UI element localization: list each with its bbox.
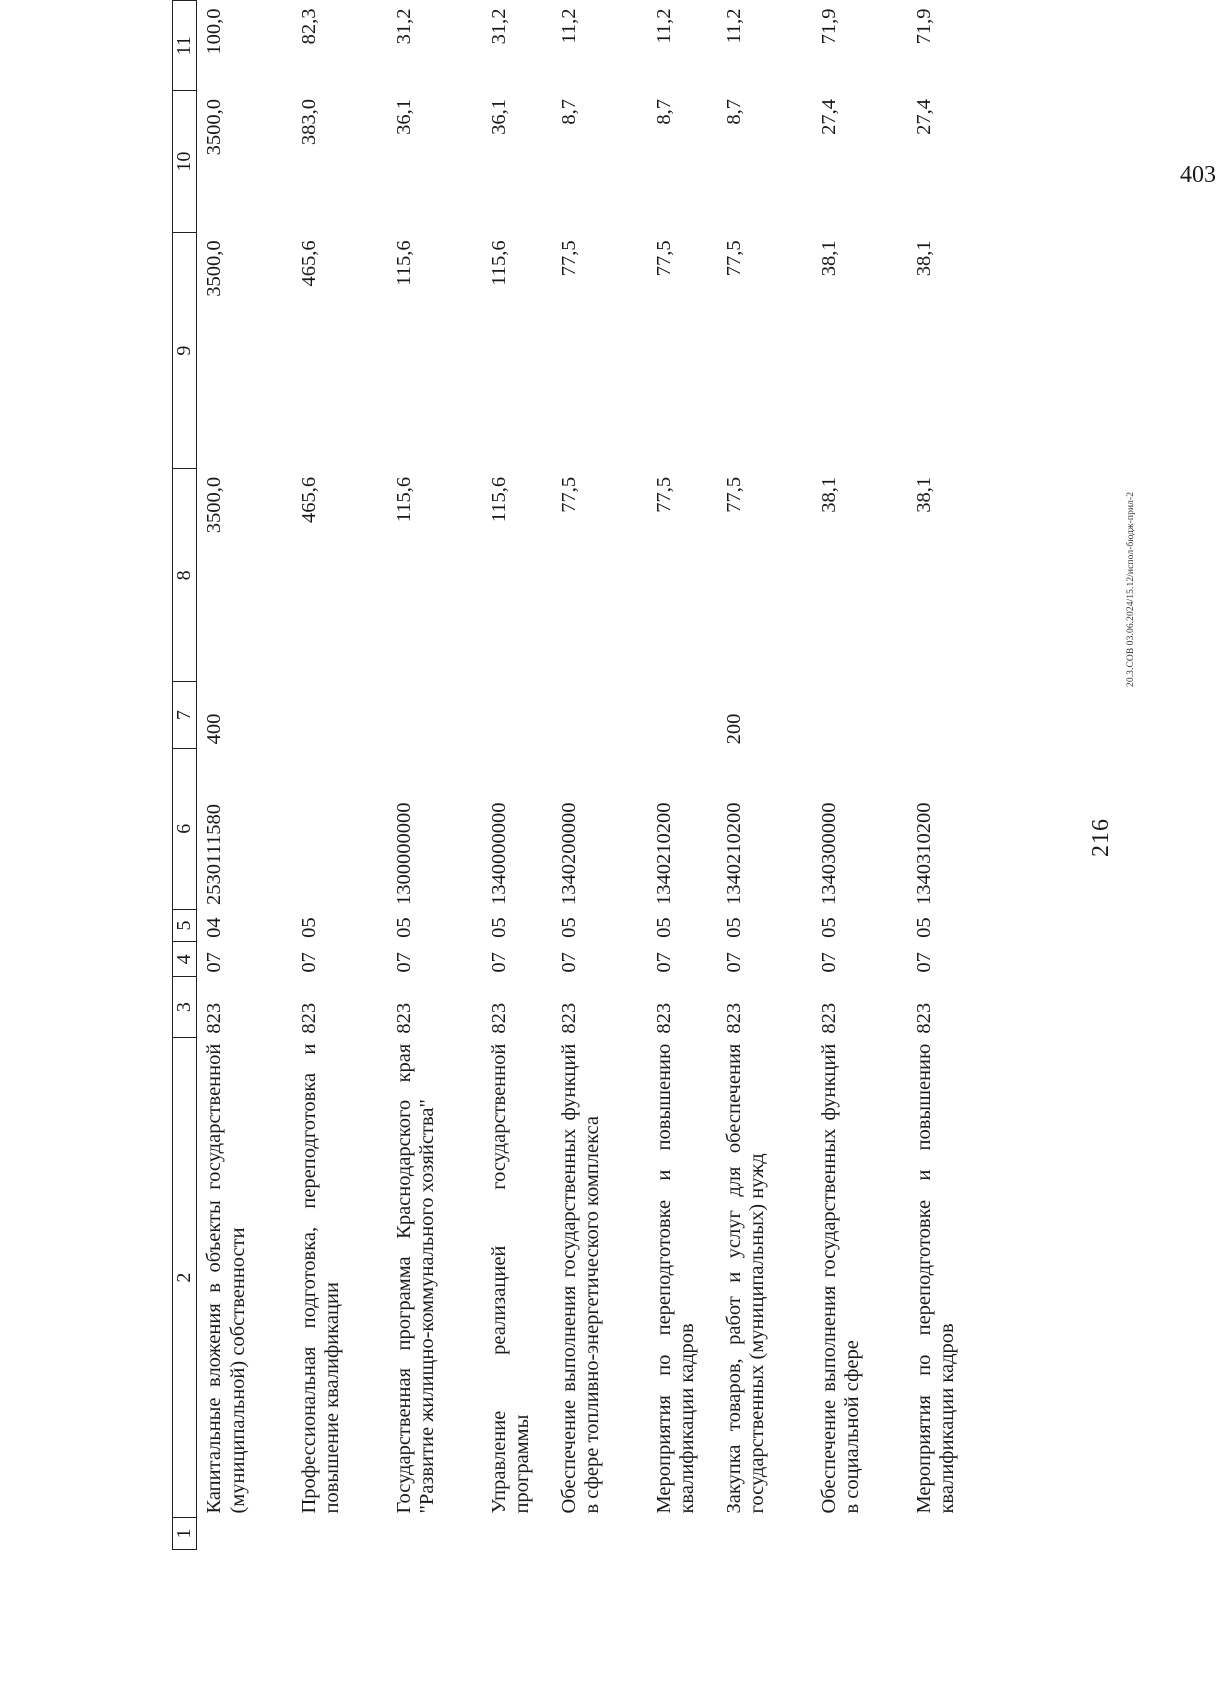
cell-target: 1340210200 (722, 802, 745, 906)
cell-section: 07 (817, 952, 840, 973)
cell-ministry: 823 (722, 1002, 745, 1034)
cell-percent: 82,3 (297, 8, 320, 45)
cell-percent: 71,9 (912, 8, 935, 45)
cell-section: 07 (297, 952, 320, 973)
header-row (173, 1, 197, 1550)
cell-number (812, 1518, 907, 1550)
cell-target: 1340000000 (487, 802, 510, 906)
cell-value: 8,7 (557, 98, 580, 125)
cell-section: 07 (722, 952, 745, 973)
cell-target: 1340310200 (912, 802, 935, 906)
cell-ministry: 823 (557, 1002, 580, 1034)
cell-percent: 31,2 (392, 8, 415, 45)
col-header: 2 (173, 1038, 197, 1518)
cell-target: 1340300000 (817, 802, 840, 906)
cell-number (907, 1518, 977, 1550)
cell-ministry: 823 (652, 1002, 675, 1034)
table-row (552, 1, 647, 1550)
col-header: 1 (173, 1518, 197, 1550)
cell-value: 115,6 (487, 240, 510, 286)
table-row (292, 1, 387, 1550)
cell-value: 3500,0 (203, 476, 225, 534)
cell-expense-type (292, 682, 387, 749)
cell-value: 77,5 (652, 476, 675, 513)
cell-name: Обеспечение выполнения государственных функций в сфере топливно-энергетического комплекса (557, 1043, 604, 1514)
cell-value: 77,5 (722, 240, 745, 277)
cell-subsection: 05 (557, 917, 580, 938)
cell-expense-type: 200 (722, 713, 745, 745)
cell-value: 77,5 (652, 240, 675, 277)
cell-value: 38,1 (912, 240, 935, 277)
cell-name: Государственная программа Краснодарского края "Развитие жилищно-коммунального хозяйства" (392, 1043, 439, 1514)
cell-value: 3500,0 (203, 240, 225, 297)
cell-value: 8,7 (722, 98, 745, 125)
col-header: 9 (173, 232, 197, 469)
cell-expense-type (907, 682, 977, 749)
table-row (907, 1, 977, 1550)
cell-ministry: 823 (817, 1002, 840, 1034)
cell-value: 115,6 (487, 476, 510, 523)
table-row (717, 1, 812, 1550)
col-header: 11 (173, 1, 197, 91)
cell-section: 07 (203, 952, 225, 973)
cell-expense-type (812, 682, 907, 749)
cell-percent: 100,0 (203, 8, 225, 55)
cell-target (292, 748, 387, 909)
sheet-number: 403 (1180, 162, 1216, 188)
cell-value: 8,7 (652, 98, 675, 125)
cell-number (552, 1518, 647, 1550)
cell-name: Управление реализацией государственной программы (487, 1043, 534, 1514)
cell-name: Профессиональная подготовка, переподготовка и повышение квалификации (297, 1043, 344, 1514)
cell-name: Капитальные вложения в объекты государственной (муниципальной) собственности (203, 1043, 249, 1514)
col-header: 10 (173, 91, 197, 232)
col-header: 8 (173, 469, 197, 682)
cell-target: 1300000000 (392, 802, 415, 906)
cell-section: 07 (392, 952, 415, 973)
cell-percent: 71,9 (817, 8, 840, 45)
cell-subsection: 05 (487, 917, 510, 938)
cell-number (482, 1518, 552, 1550)
cell-expense-type (647, 682, 717, 749)
cell-value: 38,1 (817, 476, 840, 513)
cell-subsection: 05 (652, 917, 675, 938)
cell-target: 1340210200 (652, 802, 675, 906)
cell-subsection: 05 (912, 917, 935, 938)
budget-table (172, 0, 977, 1550)
cell-subsection: 04 (203, 917, 225, 938)
cell-subsection: 05 (297, 917, 320, 938)
cell-ministry: 823 (203, 1002, 225, 1034)
cell-value: 465,6 (297, 476, 320, 524)
cell-percent: 11,2 (557, 8, 580, 44)
cell-percent: 31,2 (487, 8, 510, 45)
cell-value: 77,5 (557, 476, 580, 513)
cell-value: 38,1 (817, 240, 840, 277)
page-number: 216 (1088, 818, 1114, 857)
cell-number (292, 1518, 387, 1550)
footer-code: 20.3.СОВ 03.06.2024/15.12/испол-бюдж-прил-2 (1126, 491, 1136, 687)
table-row (482, 1, 552, 1550)
col-header: 7 (173, 682, 197, 749)
cell-value: 115,6 (392, 476, 415, 523)
cell-ministry: 823 (297, 1002, 320, 1034)
table-row (387, 1, 482, 1550)
cell-number (197, 1518, 292, 1550)
cell-value: 465,6 (297, 240, 320, 287)
cell-ministry: 823 (487, 1002, 510, 1034)
cell-name: Обеспечение выполнения государственных функций в социальной сфере (817, 1043, 864, 1514)
cell-section: 07 (912, 952, 935, 973)
cell-value: 3500,0 (203, 98, 225, 156)
table-row (647, 1, 717, 1550)
table-row (812, 1, 907, 1550)
cell-expense-type: 400 (203, 713, 225, 745)
cell-number (647, 1518, 717, 1550)
cell-value: 38,1 (912, 476, 935, 513)
col-header: 3 (173, 977, 197, 1038)
cell-expense-type (387, 682, 482, 749)
cell-value: 36,1 (392, 98, 415, 135)
cell-number (387, 1518, 482, 1550)
cell-name: Закупка товаров, работ и услуг для обеспечения государственных (муниципальных) нужд (722, 1043, 769, 1514)
cell-value: 383,0 (297, 98, 320, 146)
col-header: 5 (173, 909, 197, 942)
cell-expense-type (552, 682, 647, 749)
cell-ministry: 823 (912, 1002, 935, 1034)
cell-target: 2530111580 (203, 804, 225, 906)
cell-section: 07 (557, 952, 580, 973)
cell-expense-type (482, 682, 552, 749)
cell-subsection: 05 (722, 917, 745, 938)
cell-value: 115,6 (392, 240, 415, 286)
cell-number (717, 1518, 812, 1550)
cell-value: 77,5 (557, 240, 580, 277)
cell-target: 1340200000 (557, 802, 580, 906)
cell-name: Мероприятия по переподготовке и повышению квалификации кадров (652, 1043, 699, 1514)
cell-value: 77,5 (722, 476, 745, 513)
col-header: 4 (173, 942, 197, 977)
cell-value: 36,1 (487, 98, 510, 135)
cell-subsection: 05 (392, 917, 415, 938)
cell-name: Мероприятия по переподготовке и повышению квалификации кадров (912, 1043, 959, 1514)
col-header: 6 (173, 748, 197, 909)
cell-section: 07 (652, 952, 675, 973)
cell-ministry: 823 (392, 1002, 415, 1034)
cell-section: 07 (487, 952, 510, 973)
cell-value: 27,4 (912, 98, 935, 135)
cell-value: 27,4 (817, 98, 840, 135)
cell-percent: 11,2 (652, 8, 675, 44)
cell-percent: 11,2 (722, 8, 745, 44)
table-row (197, 1, 292, 1550)
cell-subsection: 05 (817, 917, 840, 938)
